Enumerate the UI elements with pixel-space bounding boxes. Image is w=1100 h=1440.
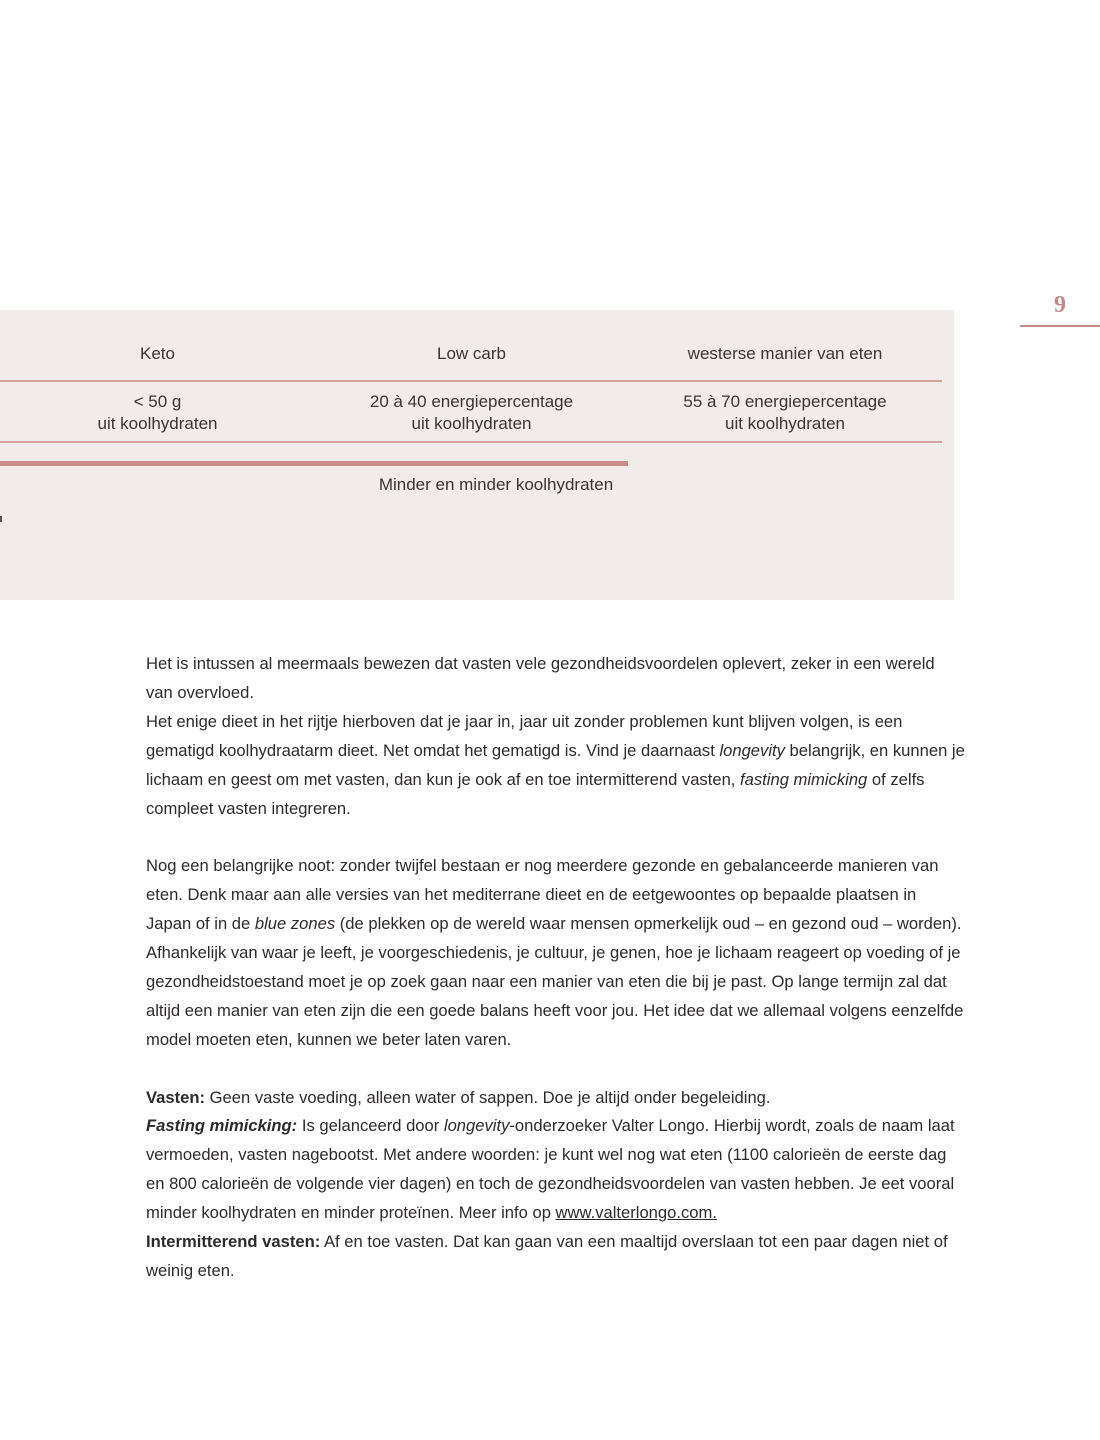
text-span: Het enige dieet in het rijtje hierboven dat je jaar in, jaar uit zonder problemen kunt blijven volgen, is een gematigd koolhydraatarm dieet. Net omdat het gematigd is. Vind je daarnaast (146, 711, 903, 760)
text-span: Nog een belangrijke noot: zonder twijfel bestaan er nog meerdere gezonde en gebalanceerde manieren van eten. Denk maar aan alle versies van het mediterrane dieet en de eetgewoontes op bepaalde plaatsen in Japan of in de (146, 856, 939, 934)
definition-term: Vasten: (146, 1087, 206, 1107)
definition-vasten (146, 1084, 966, 1113)
column-header-keto: Keto (140, 344, 175, 363)
cell-keto (0, 391, 315, 435)
carb-comparison-table (0, 310, 954, 600)
paragraph (146, 650, 966, 708)
cell-western (628, 391, 942, 435)
cell-keto-amount: < 50 g (133, 392, 182, 411)
definition-intermitterend-vasten (146, 1228, 966, 1286)
cell-western-unit: uit koolhydraten (724, 414, 846, 433)
page-number-rule (1020, 325, 1100, 327)
body-text (146, 650, 966, 1286)
direction-bar (0, 461, 628, 466)
definition-text: -onderzoeker Valter Longo. Hierbij wordt, zoals de naam laat vermoeden, vasten nagebootst. Met andere woorden: je kunt wel nog wat eten (1100 calorieën de eerste dag en 800 calorieën de volgende vier dagen) en toch de gezondheidsvoordelen van vasten hebben. Je eet vooral minder koolhydraten en minder proteïnen. Meer info op (146, 1116, 955, 1223)
cell-western-amount: 55 à 70 energiepercentage (683, 392, 887, 411)
italic-term: longevity (443, 1116, 510, 1136)
cell-keto-unit: uit koolhydraten (97, 414, 218, 433)
direction-label: Minder en minder koolhydraten (378, 475, 614, 494)
table-divider (0, 441, 942, 443)
text-span: Afhankelijk van waar je leeft, je voorgeschiedenis, je cultuur, je genen, hoe je lichaam reageert op voeding of je gezondheidstoestand moet je op zoek gaan naar een manier van eten die bij je past. Op lange termijn zal dat altijd een manier van eten zijn die een goede balans heeft voor jou. Het idee dat we allemaal volgens eenzelfde model moeten eten, kunnen we beter laten varen. (146, 943, 964, 1049)
definition-fasting-mimicking (146, 1112, 966, 1228)
paragraph (146, 939, 966, 1055)
paragraph-gap (146, 823, 966, 852)
definition-term: Intermitterend vasten: (146, 1232, 321, 1252)
text-span: of zelfs compleet vasten integreren. (146, 769, 925, 818)
valterlongo-link[interactable]: www.valterlongo.com. (555, 1203, 717, 1223)
column-header-low-carb: Low carb (437, 344, 506, 363)
page-number: 9 (1054, 292, 1066, 318)
cell-low-carb (315, 391, 628, 435)
column-header-western: westerse manier van eten (687, 344, 883, 363)
paragraph (146, 708, 966, 824)
italic-term: longevity (719, 740, 785, 760)
cell-low-carb-unit: uit koolhydraten (411, 414, 532, 433)
cell-low-carb-amount: 20 à 40 energiepercentage (369, 392, 574, 411)
paragraph-gap (146, 1055, 966, 1084)
definition-term: Fasting mimicking: (146, 1116, 298, 1136)
text-span: Het is intussen al meermaals bewezen dat vasten vele gezondheidsvoordelen oplevert, zeker in een wereld van overvloed. (146, 654, 935, 702)
italic-term: fasting mimicking (740, 769, 868, 789)
edge-tick (0, 516, 2, 522)
definition-text: Is gelanceerd door (297, 1116, 444, 1136)
text-span: (de plekken op de wereld waar mensen opmerkelijk oud – en gezond oud – worden). (335, 914, 962, 934)
italic-term: blue zones (254, 914, 336, 934)
definition-text: Af en toe vasten. Dat kan gaan van een maaltijd overslaan tot een paar dagen niet of weinig eten. (146, 1232, 948, 1280)
text-span: belangrijk, en kunnen je lichaam en geest om met vasten, dan kun je ook af en toe intermitterend vasten, (146, 740, 965, 789)
table-divider (0, 380, 942, 382)
paragraph (146, 852, 966, 939)
definition-text: Geen vaste voeding, alleen water of sappen. Doe je altijd onder begeleiding. (205, 1087, 771, 1107)
